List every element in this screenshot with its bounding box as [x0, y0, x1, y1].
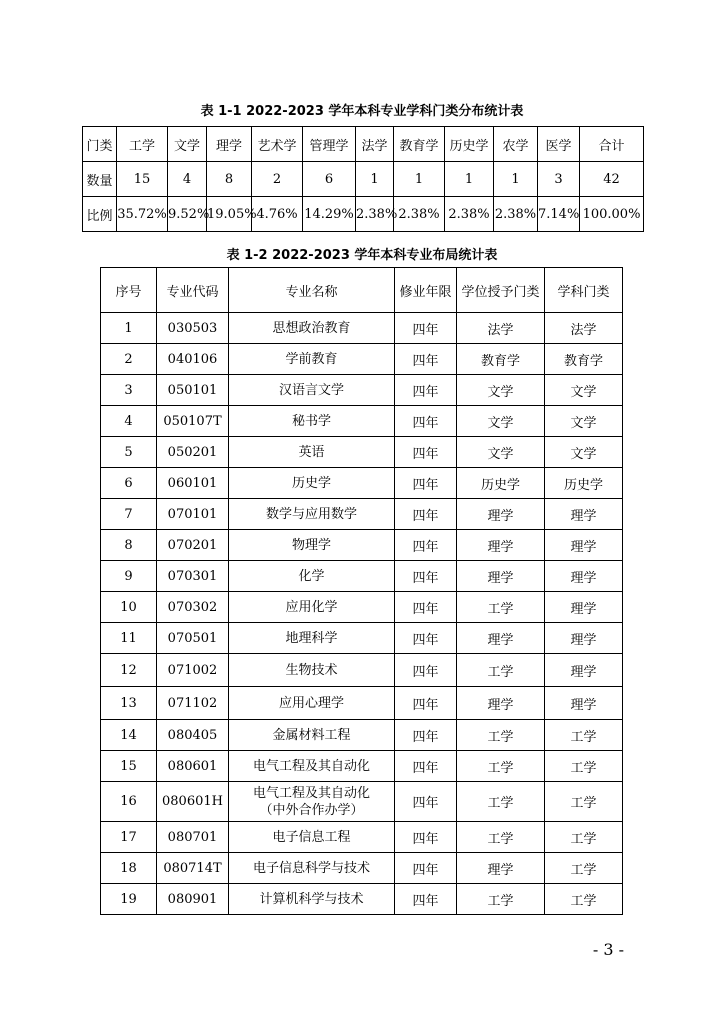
name-cell: 电子信息科学与技术	[229, 853, 395, 884]
code-cell: 060101	[157, 468, 229, 499]
code-cell: 080601	[157, 751, 229, 782]
discipline-cell: 法学	[545, 313, 623, 344]
code-cell: 050101	[157, 375, 229, 406]
category-cell: 合计	[580, 127, 644, 162]
name-cell: 英语	[229, 437, 395, 468]
discipline-cell: 理学	[545, 530, 623, 561]
duration-cell: 四年	[395, 499, 457, 530]
table-row	[101, 751, 623, 782]
count-cell: 42	[580, 162, 644, 197]
name-cell: 应用心理学	[229, 687, 395, 720]
column-header: 专业名称	[229, 268, 395, 313]
ratio-cell: 2.38%	[394, 197, 445, 232]
code-cell: 080714T	[157, 853, 229, 884]
name-cell: 物理学	[229, 530, 395, 561]
discipline-cell: 工学	[545, 782, 623, 822]
seq-cell: 9	[101, 561, 157, 592]
column-header: 学科门类	[545, 268, 623, 313]
category-cell: 管理学	[303, 127, 356, 162]
column-header: 修业年限	[395, 268, 457, 313]
ratio-row	[83, 197, 644, 232]
discipline-cell: 理学	[545, 561, 623, 592]
duration-cell: 四年	[395, 313, 457, 344]
degree-cell: 理学	[457, 623, 545, 654]
discipline-cell: 工学	[545, 751, 623, 782]
name-cell: 电气工程及其自动化	[229, 751, 395, 782]
count-cell: 1	[394, 162, 445, 197]
degree-cell: 工学	[457, 884, 545, 915]
count-cell: 2	[252, 162, 303, 197]
table-row	[101, 623, 623, 654]
degree-cell: 历史学	[457, 468, 545, 499]
code-cell: 071002	[157, 654, 229, 687]
category-cell: 理学	[207, 127, 252, 162]
count-cell: 1	[494, 162, 538, 197]
degree-cell: 工学	[457, 592, 545, 623]
category-cell: 艺术学	[252, 127, 303, 162]
table-row	[101, 437, 623, 468]
ratio-cell: 2.38%	[445, 197, 494, 232]
code-cell: 080701	[157, 822, 229, 853]
duration-cell: 四年	[395, 530, 457, 561]
table-row	[101, 720, 623, 751]
degree-cell: 理学	[457, 499, 545, 530]
degree-cell: 文学	[457, 437, 545, 468]
column-header: 序号	[101, 268, 157, 313]
table-row	[101, 375, 623, 406]
seq-cell: 5	[101, 437, 157, 468]
degree-cell: 法学	[457, 313, 545, 344]
code-cell: 070302	[157, 592, 229, 623]
degree-cell: 理学	[457, 853, 545, 884]
code-cell: 080601H	[157, 782, 229, 822]
discipline-cell: 工学	[545, 720, 623, 751]
duration-cell: 四年	[395, 437, 457, 468]
seq-cell: 1	[101, 313, 157, 344]
major-layout-table	[100, 267, 623, 915]
duration-cell: 四年	[395, 344, 457, 375]
code-cell: 050107T	[157, 406, 229, 437]
count-cell: 15	[117, 162, 168, 197]
duration-cell: 四年	[395, 375, 457, 406]
duration-cell: 四年	[395, 592, 457, 623]
name-cell: 金属材料工程	[229, 720, 395, 751]
seq-cell: 12	[101, 654, 157, 687]
column-header: 专业代码	[157, 268, 229, 313]
discipline-cell: 理学	[545, 623, 623, 654]
category-cell: 历史学	[445, 127, 494, 162]
degree-cell: 工学	[457, 720, 545, 751]
seq-cell: 18	[101, 853, 157, 884]
table-row	[101, 654, 623, 687]
ratio-cell: 100.00%	[580, 197, 644, 232]
degree-cell: 文学	[457, 406, 545, 437]
degree-cell: 理学	[457, 687, 545, 720]
duration-cell: 四年	[395, 884, 457, 915]
count-cell: 1	[445, 162, 494, 197]
category-cell: 文学	[168, 127, 207, 162]
ratio-cell: 7.14%	[538, 197, 580, 232]
code-cell: 071102	[157, 687, 229, 720]
name-cell: 应用化学	[229, 592, 395, 623]
discipline-cell: 工学	[545, 853, 623, 884]
category-cell: 农学	[494, 127, 538, 162]
degree-cell: 文学	[457, 375, 545, 406]
duration-cell: 四年	[395, 687, 457, 720]
name-cell: 生物技术	[229, 654, 395, 687]
duration-cell: 四年	[395, 468, 457, 499]
duration-cell: 四年	[395, 751, 457, 782]
ratio-cell: 2.38%	[494, 197, 538, 232]
name-cell: 电气工程及其自动化 （中外合作办学）	[229, 782, 395, 822]
code-cell: 070101	[157, 499, 229, 530]
degree-cell: 理学	[457, 561, 545, 592]
ratio-cell: 35.72%	[117, 197, 168, 232]
duration-cell: 四年	[395, 720, 457, 751]
seq-cell: 15	[101, 751, 157, 782]
table-row	[101, 530, 623, 561]
discipline-cell: 理学	[545, 499, 623, 530]
table-row	[101, 853, 623, 884]
duration-cell: 四年	[395, 782, 457, 822]
header-row	[101, 268, 623, 313]
seq-cell: 4	[101, 406, 157, 437]
ratio-cell: 2.38%	[356, 197, 394, 232]
table-row	[101, 884, 623, 915]
name-cell: 学前教育	[229, 344, 395, 375]
table-row	[101, 468, 623, 499]
row-label: 门类	[83, 127, 117, 162]
duration-cell: 四年	[395, 654, 457, 687]
column-header: 学位授予门类	[457, 268, 545, 313]
count-cell: 6	[303, 162, 356, 197]
degree-cell: 理学	[457, 530, 545, 561]
row-label: 数量	[83, 162, 117, 197]
degree-cell: 教育学	[457, 344, 545, 375]
table-row	[101, 561, 623, 592]
table2-title: 表 1-2 2022-2023 学年本科专业布局统计表	[226, 248, 498, 263]
duration-cell: 四年	[395, 822, 457, 853]
table-row	[101, 782, 623, 822]
name-cell: 化学	[229, 561, 395, 592]
count-cell: 3	[538, 162, 580, 197]
seq-cell: 10	[101, 592, 157, 623]
duration-cell: 四年	[395, 406, 457, 437]
seq-cell: 19	[101, 884, 157, 915]
code-cell: 070201	[157, 530, 229, 561]
table-row	[101, 406, 623, 437]
discipline-cell: 文学	[545, 437, 623, 468]
ratio-cell: 4.76%	[252, 197, 303, 232]
table-row	[101, 313, 623, 344]
row-label: 比例	[83, 197, 117, 232]
duration-cell: 四年	[395, 561, 457, 592]
ratio-cell: 9.52%	[168, 197, 207, 232]
discipline-cell: 教育学	[545, 344, 623, 375]
category-cell: 医学	[538, 127, 580, 162]
seq-cell: 14	[101, 720, 157, 751]
code-cell: 080405	[157, 720, 229, 751]
ratio-cell: 19.05%	[207, 197, 252, 232]
table-row	[101, 687, 623, 720]
code-cell: 050201	[157, 437, 229, 468]
name-cell: 电子信息工程	[229, 822, 395, 853]
discipline-cell: 工学	[545, 884, 623, 915]
duration-cell: 四年	[395, 853, 457, 884]
discipline-cell: 理学	[545, 592, 623, 623]
count-row	[83, 162, 644, 197]
code-cell: 080901	[157, 884, 229, 915]
category-cell: 工学	[117, 127, 168, 162]
table-row	[101, 822, 623, 853]
seq-cell: 7	[101, 499, 157, 530]
name-cell: 汉语言文学	[229, 375, 395, 406]
name-cell: 历史学	[229, 468, 395, 499]
discipline-cell: 理学	[545, 654, 623, 687]
seq-cell: 16	[101, 782, 157, 822]
seq-cell: 3	[101, 375, 157, 406]
ratio-cell: 14.29%	[303, 197, 356, 232]
code-cell: 030503	[157, 313, 229, 344]
code-cell: 040106	[157, 344, 229, 375]
seq-cell: 6	[101, 468, 157, 499]
category-cell: 法学	[356, 127, 394, 162]
category-cell: 教育学	[394, 127, 445, 162]
seq-cell: 13	[101, 687, 157, 720]
name-cell: 思想政治教育	[229, 313, 395, 344]
seq-cell: 8	[101, 530, 157, 561]
seq-cell: 11	[101, 623, 157, 654]
degree-cell: 工学	[457, 822, 545, 853]
name-cell: 秘书学	[229, 406, 395, 437]
discipline-cell: 文学	[545, 406, 623, 437]
name-cell: 地理科学	[229, 623, 395, 654]
category-distribution-table	[82, 126, 644, 232]
duration-cell: 四年	[395, 623, 457, 654]
seq-cell: 17	[101, 822, 157, 853]
degree-cell: 工学	[457, 751, 545, 782]
code-cell: 070301	[157, 561, 229, 592]
count-cell: 8	[207, 162, 252, 197]
name-cell: 数学与应用数学	[229, 499, 395, 530]
table1-title: 表 1-1 2022-2023 学年本科专业学科门类分布统计表	[200, 104, 524, 119]
name-cell: 计算机科学与技术	[229, 884, 395, 915]
code-cell: 070501	[157, 623, 229, 654]
discipline-cell: 文学	[545, 375, 623, 406]
table-row	[101, 592, 623, 623]
category-row	[83, 127, 644, 162]
count-cell: 1	[356, 162, 394, 197]
table-row	[101, 344, 623, 375]
discipline-cell: 历史学	[545, 468, 623, 499]
discipline-cell: 理学	[545, 687, 623, 720]
seq-cell: 2	[101, 344, 157, 375]
discipline-cell: 工学	[545, 822, 623, 853]
table-row	[101, 499, 623, 530]
count-cell: 4	[168, 162, 207, 197]
degree-cell: 工学	[457, 654, 545, 687]
degree-cell: 工学	[457, 782, 545, 822]
page-number: - 3 -	[592, 940, 624, 959]
